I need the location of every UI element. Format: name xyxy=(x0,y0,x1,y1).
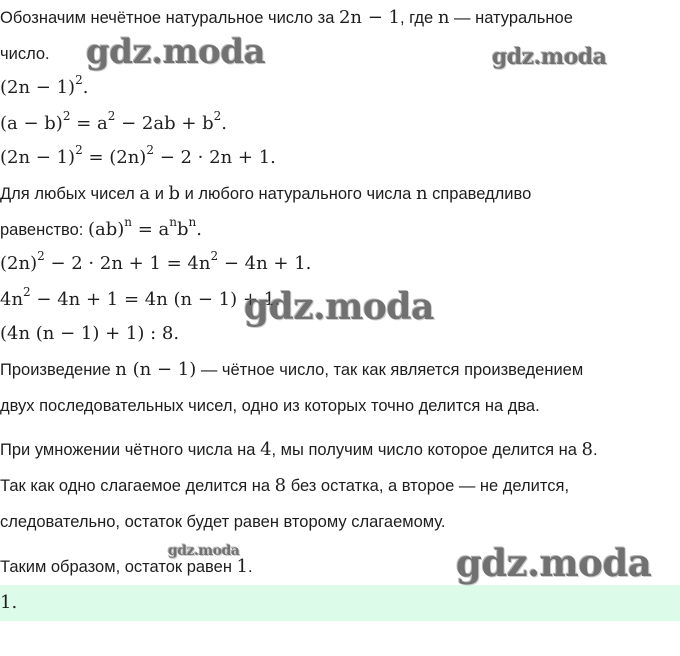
formula-line: $(a - b)^2 = a^2 - 2ab + b^2$. xyxy=(0,109,228,134)
text-line: двух последовательных чисел, одно из которых точно делится на два. xyxy=(0,397,540,415)
formula-line: (4n (n − 1) + 1) : 8. xyxy=(0,323,180,344)
answer-box xyxy=(0,585,680,621)
watermark-logo: gdz.moda xyxy=(492,44,607,70)
formula-line: $(2n)^2 - 2 \cdot 2n + 1 = 4n^2 - 4n + 1$. xyxy=(0,249,312,274)
watermark-logo: gdz.moda xyxy=(456,541,652,585)
text-line: Для любых чисел a и b и любого натурального числа n справедливо xyxy=(0,183,532,204)
formula-line: $(2n - 1)^2$. xyxy=(0,73,89,98)
text-line: следовательно, остаток будет равен второму слагаемому. xyxy=(0,513,446,531)
watermark-logo: gdz.moda xyxy=(86,32,266,72)
text-line: Произведение n (n − 1) — чётное число, так как является произведением xyxy=(0,359,584,380)
watermark-logo: gdz.moda xyxy=(168,543,240,559)
formula-line: $4n^2 - 4n + 1 = 4n$ (n − 1) + 1. xyxy=(0,285,281,310)
watermark-logo: gdz.moda xyxy=(244,286,434,328)
text-line: число. xyxy=(0,45,50,63)
answer-value: 1. xyxy=(0,592,18,613)
formula-line: $(2n - 1)^2 = (2n)^2 - 2 \cdot 2n + 1$. xyxy=(0,143,276,168)
text-line: При умножении чётного числа на 4, мы получим число которое делится на 8. xyxy=(0,439,598,460)
text-line: Так как одно слагаемое делится на 8 без остатка, а второе — не делится, xyxy=(0,475,570,496)
text-line: Обозначим нечётное натуральное число за 2n − 1, где n — натуральное xyxy=(0,7,573,28)
text-line: равенство: $(ab)^n = a^nb^n$. xyxy=(0,215,203,240)
text-line: Таким образом, остаток равен 1. xyxy=(0,556,253,577)
